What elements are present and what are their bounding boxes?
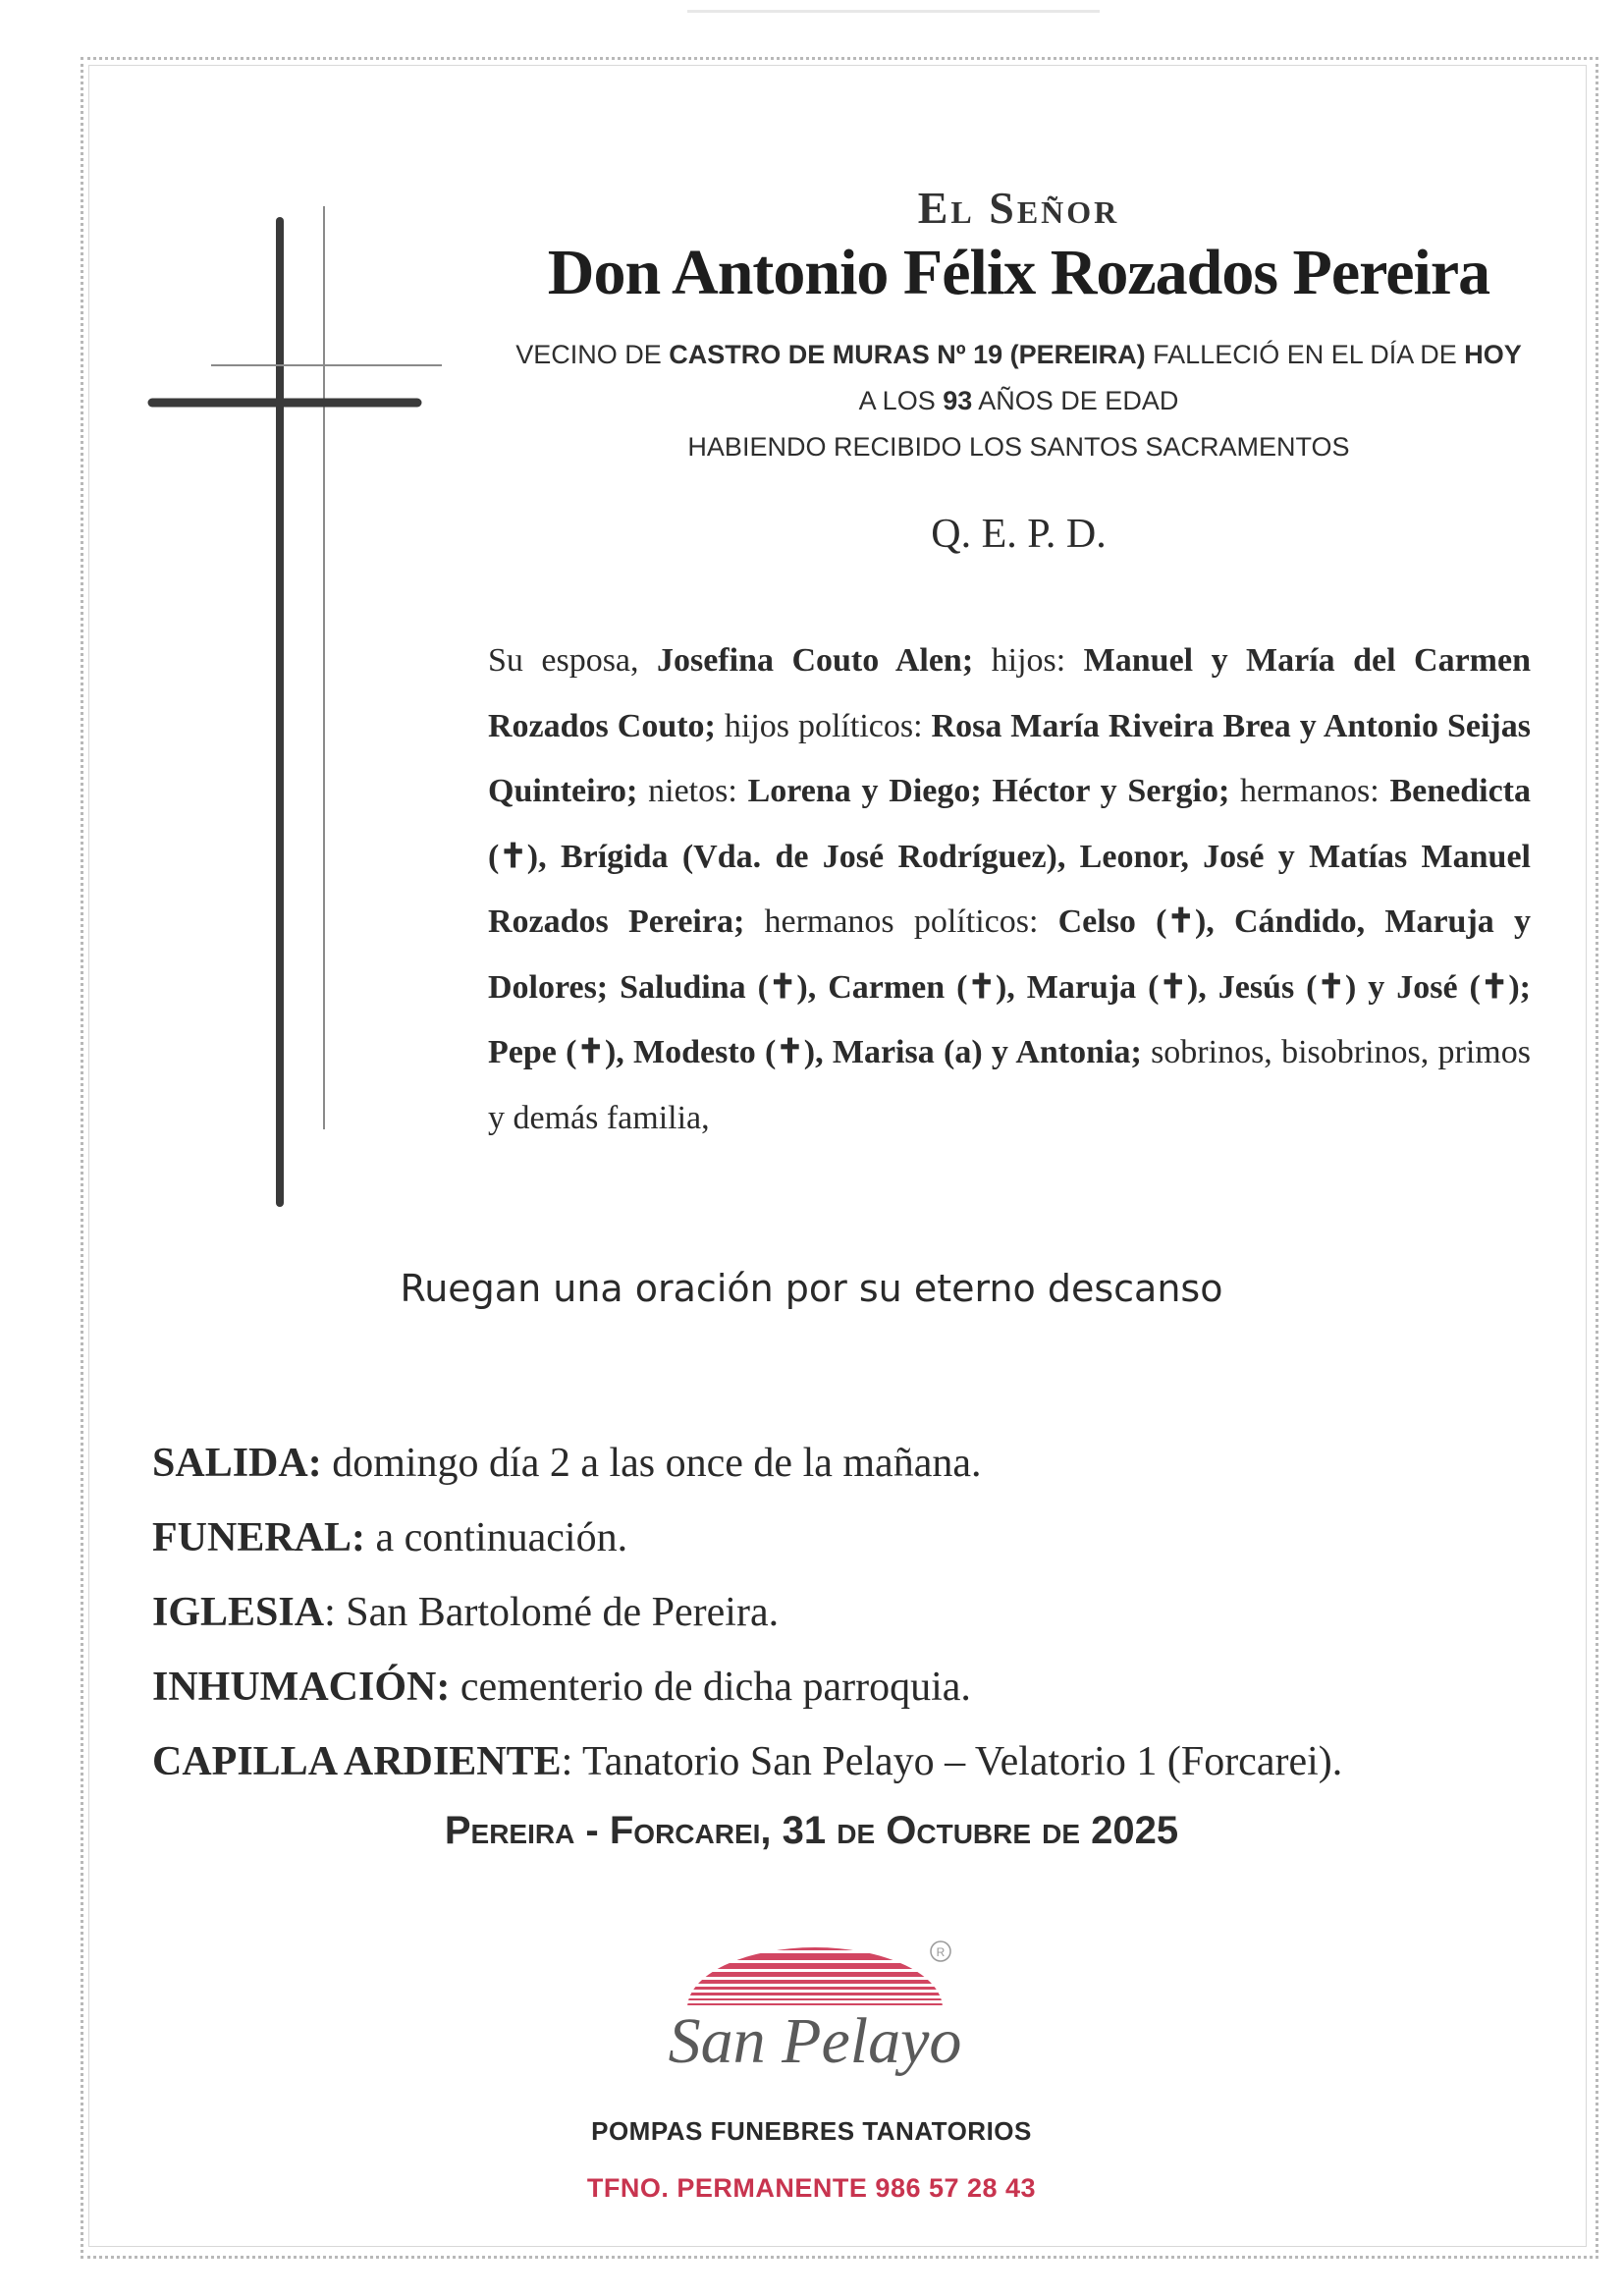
info-text: VECINO DE (515, 340, 670, 369)
detail-row (152, 1501, 1527, 1575)
info-text: FALLECIÓ EN EL DÍA DE (1145, 340, 1465, 369)
info-address: CASTRO DE MURAS Nº 19 (PEREIRA) (669, 340, 1146, 369)
place-date: Pereira - Forcarei, 31 de Octubre de 2025 (444, 1809, 1179, 1852)
info-age: 93 (943, 386, 973, 415)
family-names: Manuel y María del Carmen Rozados Couto; (488, 642, 1531, 744)
detail-value: a continuación. (365, 1515, 628, 1560)
info-line-age (461, 386, 1576, 416)
cross-icon (147, 206, 452, 1218)
detail-value: cementerio de dicha parroquia. (450, 1665, 971, 1710)
family-names: Josefina Couto Alen; (656, 642, 974, 679)
info-day: HOY (1464, 340, 1522, 369)
prayer-request: Ruegan una oración por su eterno descanso (400, 1267, 1223, 1310)
detail-label: IGLESIA (152, 1590, 325, 1635)
family-text: hijos: (973, 642, 1084, 679)
heading-el-senor: El Señor (917, 183, 1120, 233)
detail-value: : San Bartolomé de Pereira. (324, 1590, 780, 1635)
detail-row (152, 1426, 1527, 1501)
detail-label: INHUMACIÓN: (152, 1665, 451, 1710)
family-names: Lorena y Diego; Héctor y Sergio; (747, 773, 1230, 809)
family-text: hermanos: (1229, 773, 1390, 809)
family-names: Benedicta (✝), Brígida (Vda. de José Rodríguez), Leonor, José y Matías Manuel Rozados Pereira; (488, 773, 1531, 940)
detail-label: FUNERAL: (152, 1515, 365, 1560)
info-text: A LOS (858, 386, 944, 415)
detail-value: domingo día 2 a las once de la mañana. (321, 1441, 982, 1486)
family-text: hijos políticos: (715, 707, 932, 744)
info-text: AÑOS DE EDAD (972, 386, 1179, 415)
family-names: Rosa María Riveira Brea y Antonio Seijas Quinteiro; (488, 707, 1531, 809)
family-paragraph (488, 629, 1531, 1151)
deceased-name: Don Antonio Félix Rozados Pereira (547, 237, 1490, 308)
family-text: Su esposa, (488, 642, 657, 679)
detail-value: : Tanatorio San Pelayo – Velatorio 1 (Forcarei). (561, 1739, 1343, 1784)
family-text: hermanos políticos: (744, 903, 1058, 940)
registered-mark: R (936, 1945, 946, 1959)
family-names: Celso (✝), Cándido, Maruja y Dolores; Saludina (✝), Carmen (✝), Maruja (✝), Jesús (✝) y José (✝); Pepe (✝), Modesto (✝), Marisa (a) y Antonia; (488, 903, 1531, 1070)
info-line-sacraments: HABIENDO RECIBIDO LOS SANTOS SACRAMENTOS (687, 432, 1350, 462)
family-text: nietos: (637, 773, 748, 809)
detail-row (152, 1724, 1527, 1799)
funeral-details (152, 1426, 1527, 1799)
company-tagline: POMPAS FUNEBRES TANATORIOS (591, 2116, 1032, 2146)
detail-row (152, 1575, 1527, 1650)
scan-top-edge (687, 10, 1100, 13)
detail-label: CAPILLA ARDIENTE (152, 1739, 562, 1784)
san-pelayo-logo (648, 1930, 982, 2106)
detail-label: SALIDA: (152, 1441, 322, 1486)
detail-row (152, 1650, 1527, 1724)
qepd: Q. E. P. D. (931, 512, 1107, 557)
family-text: sobrinos, bisobrinos, primos y demás familia, (488, 1034, 1531, 1136)
company-phone: TFNO. PERMANENTE 986 57 28 43 (586, 2173, 1037, 2203)
logo-text: San Pelayo (668, 2005, 962, 2077)
info-line-residence (461, 340, 1576, 370)
